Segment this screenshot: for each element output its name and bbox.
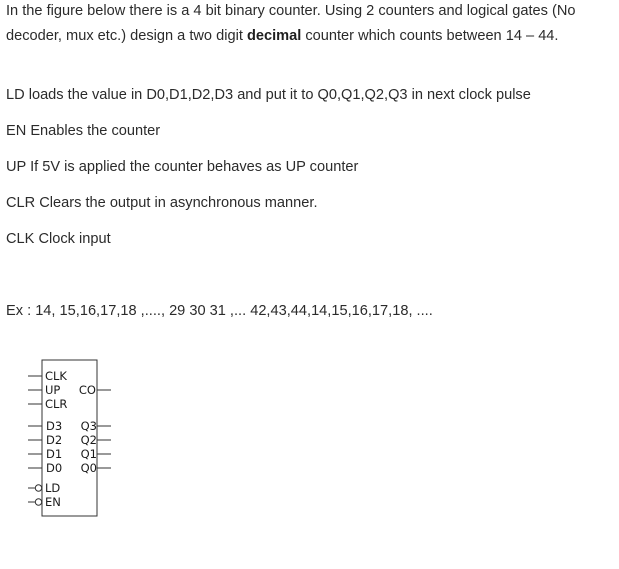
- q3-pin-label: Q3: [80, 419, 97, 433]
- clk-description: CLK Clock input: [6, 231, 111, 247]
- d3-pin-label: D3: [46, 419, 63, 433]
- clr-description: CLR Clears the output in asynchronous manner.: [6, 195, 318, 211]
- up-pin-label: UP: [45, 383, 61, 397]
- example-sequence: Ex : 14, 15,16,17,18 ,...., 29 30 31 ,... 42,43,44,14,15,16,17,18, ....: [6, 303, 433, 319]
- en-pin-label: EN: [45, 495, 61, 509]
- q1-pin-label: Q1: [80, 447, 97, 461]
- clr-pin-label: CLR: [45, 397, 68, 411]
- ld-pin-label: LD: [45, 481, 61, 495]
- intro-paragraph: [6, 0, 612, 49]
- en-description: EN Enables the counter: [6, 123, 161, 139]
- d2-pin-label: D2: [46, 433, 63, 447]
- co-pin-label: CO: [78, 383, 96, 397]
- en-inversion-bubble: [35, 499, 41, 505]
- counter-diagram: [22, 358, 122, 520]
- counter-symbol: [22, 358, 122, 520]
- d1-pin-label: D1: [46, 447, 63, 461]
- clk-pin-label: CLK: [45, 369, 67, 383]
- intro-text-end: counter which counts between 14 – 44.: [301, 28, 559, 44]
- up-description: UP If 5V is applied the counter behaves as UP counter: [6, 159, 359, 175]
- ld-description: LD loads the value in D0,D1,D2,D3 and put it to Q0,Q1,Q2,Q3 in next clock pulse: [6, 87, 531, 103]
- intro-text: In the figure below there is a 4 bit binary counter. Using 2 counters and logical gates (No decoder, mux etc.) design a two digit: [6, 3, 576, 44]
- q2-pin-label: Q2: [80, 433, 97, 447]
- d0-pin-label: D0: [46, 461, 63, 475]
- intro-bold-word: decimal: [246, 28, 302, 44]
- ld-inversion-bubble: [35, 485, 41, 491]
- q0-pin-label: Q0: [80, 461, 97, 475]
